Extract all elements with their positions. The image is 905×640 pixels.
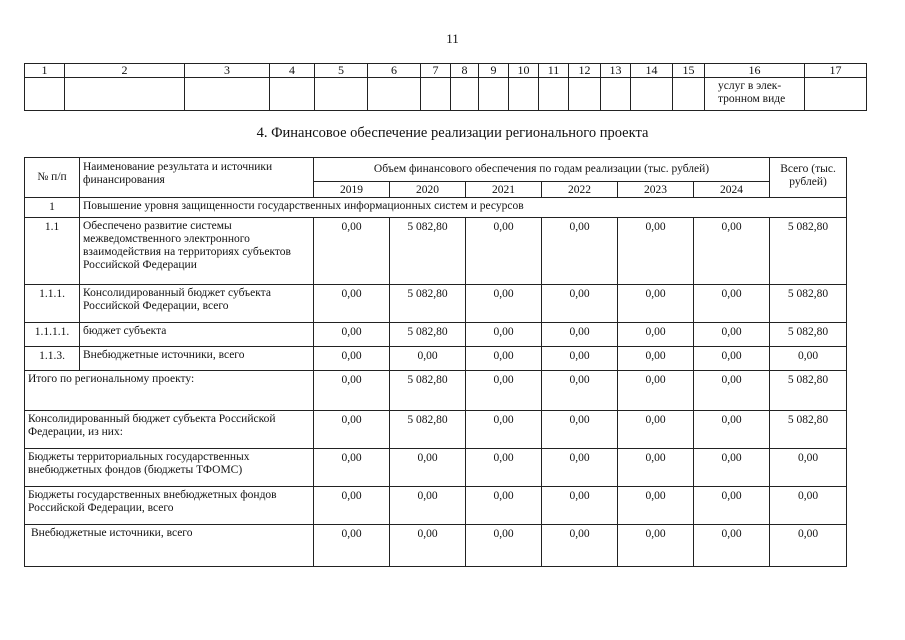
year-header: 2020 bbox=[390, 182, 466, 198]
column-number: 13 bbox=[601, 64, 631, 78]
value-cell: 5 082,80 bbox=[390, 285, 466, 323]
value-cell: 0,00 bbox=[466, 449, 542, 487]
summary-row bbox=[25, 525, 847, 567]
value-cell: 0,00 bbox=[466, 487, 542, 525]
row-name: Внебюджетные источники, всего bbox=[80, 347, 314, 371]
value-cell: 0,00 bbox=[694, 285, 770, 323]
value-cell: 0,00 bbox=[314, 411, 390, 449]
volume-header: Объем финансового обеспечения по годам реализации (тыс. рублей) bbox=[314, 158, 770, 182]
value-cell: 0,00 bbox=[542, 371, 618, 411]
value-cell: 5 082,80 bbox=[390, 411, 466, 449]
value-cell: 0,00 bbox=[390, 487, 466, 525]
value-cell: 5 082,80 bbox=[390, 323, 466, 347]
value-cell: 0,00 bbox=[542, 285, 618, 323]
summary-name: Бюджеты территориальных государственных внебюджетных фондов (бюджеты ТФОМС) bbox=[25, 449, 314, 487]
row-name: бюджет субъекта bbox=[80, 323, 314, 347]
column-number: 7 bbox=[421, 64, 451, 78]
value-cell: 0,00 bbox=[542, 411, 618, 449]
total-cell: 5 082,80 bbox=[770, 218, 847, 285]
value-cell: 0,00 bbox=[542, 487, 618, 525]
column-number: 14 bbox=[631, 64, 673, 78]
page-number: 11 bbox=[446, 31, 459, 46]
section-row-name: Повышение уровня защищенности государственных информационных систем и ресурсов bbox=[80, 198, 847, 218]
row-number: 1.1.1.1. bbox=[25, 323, 80, 347]
value-cell: 5 082,80 bbox=[390, 218, 466, 285]
column-number-row bbox=[25, 64, 867, 78]
value-cell: 0,00 bbox=[618, 487, 694, 525]
summary-row bbox=[25, 411, 847, 449]
value-cell: 0,00 bbox=[618, 218, 694, 285]
summary-name: Бюджеты государственных внебюджетных фондов Российской Федерации, всего bbox=[25, 487, 314, 525]
total-cell: 5 082,80 bbox=[770, 323, 847, 347]
value-cell: 0,00 bbox=[694, 347, 770, 371]
name-header: Наименование результата и источники финансирования bbox=[80, 158, 314, 198]
row-number: 1 bbox=[25, 198, 80, 218]
section-row bbox=[25, 198, 847, 218]
value-cell: 0,00 bbox=[466, 411, 542, 449]
row-number: 1.1.1. bbox=[25, 285, 80, 323]
value-cell: 0,00 bbox=[694, 525, 770, 567]
table-row bbox=[25, 347, 847, 371]
year-header: 2021 bbox=[466, 182, 542, 198]
value-cell: 0,00 bbox=[542, 347, 618, 371]
column-number: 9 bbox=[479, 64, 509, 78]
total-cell: 5 082,80 bbox=[770, 285, 847, 323]
value-cell: 0,00 bbox=[542, 525, 618, 567]
service-line: тронном виде bbox=[718, 92, 786, 105]
column-number: 3 bbox=[185, 64, 270, 78]
total-cell: 0,00 bbox=[770, 449, 847, 487]
row-name: Обеспечено развитие системы межведомственного электронного взаимодействия на территориях субъектов Российской Федерации bbox=[80, 218, 314, 285]
column-number: 5 bbox=[315, 64, 368, 78]
value-cell: 0,00 bbox=[314, 449, 390, 487]
continuation-table bbox=[24, 63, 867, 111]
year-header: 2024 bbox=[694, 182, 770, 198]
row-name: Консолидированный бюджет субъекта Российской Федерации, всего bbox=[80, 285, 314, 323]
summary-name: Внебюджетные источники, всего bbox=[25, 525, 314, 567]
total-cell: 0,00 bbox=[770, 347, 847, 371]
value-cell: 0,00 bbox=[618, 285, 694, 323]
value-cell: 0,00 bbox=[466, 285, 542, 323]
value-cell: 0,00 bbox=[314, 371, 390, 411]
value-cell: 0,00 bbox=[542, 449, 618, 487]
summary-name: Итого по региональному проекту: bbox=[25, 371, 314, 411]
value-cell: 0,00 bbox=[618, 411, 694, 449]
value-cell: 0,00 bbox=[314, 347, 390, 371]
year-header: 2019 bbox=[314, 182, 390, 198]
row-number: 1.1 bbox=[25, 218, 80, 285]
total-cell: 0,00 bbox=[770, 525, 847, 567]
continuation-row bbox=[25, 78, 867, 111]
service-cell bbox=[705, 78, 805, 111]
num-header: № п/п bbox=[25, 158, 80, 198]
value-cell: 0,00 bbox=[466, 525, 542, 567]
value-cell: 0,00 bbox=[694, 218, 770, 285]
column-number: 11 bbox=[539, 64, 569, 78]
total-header: Всего (тыс. рублей) bbox=[770, 158, 847, 198]
value-cell: 0,00 bbox=[618, 525, 694, 567]
column-number: 15 bbox=[673, 64, 705, 78]
value-cell: 0,00 bbox=[466, 323, 542, 347]
value-cell: 0,00 bbox=[694, 411, 770, 449]
value-cell: 0,00 bbox=[466, 347, 542, 371]
section-title: 4. Финансовое обеспечение реализации регионального проекта bbox=[256, 125, 649, 141]
column-number: 6 bbox=[368, 64, 421, 78]
summary-row bbox=[25, 487, 847, 525]
column-number: 8 bbox=[451, 64, 479, 78]
value-cell: 0,00 bbox=[542, 218, 618, 285]
value-cell: 0,00 bbox=[466, 371, 542, 411]
table-row bbox=[25, 323, 847, 347]
summary-row bbox=[25, 449, 847, 487]
value-cell: 0,00 bbox=[314, 487, 390, 525]
value-cell: 0,00 bbox=[542, 323, 618, 347]
total-cell: 5 082,80 bbox=[770, 411, 847, 449]
column-number: 2 bbox=[65, 64, 185, 78]
value-cell: 0,00 bbox=[694, 487, 770, 525]
table-row bbox=[25, 285, 847, 323]
row-number: 1.1.3. bbox=[25, 347, 80, 371]
column-number: 1 bbox=[25, 64, 65, 78]
value-cell: 0,00 bbox=[618, 323, 694, 347]
value-cell: 0,00 bbox=[314, 218, 390, 285]
value-cell: 5 082,80 bbox=[390, 371, 466, 411]
header-row bbox=[25, 158, 847, 182]
value-cell: 0,00 bbox=[618, 347, 694, 371]
financing-table bbox=[24, 157, 847, 567]
summary-name: Консолидированный бюджет субъекта Российской Федерации, из них: bbox=[25, 411, 314, 449]
column-number: 16 bbox=[705, 64, 805, 78]
value-cell: 0,00 bbox=[618, 449, 694, 487]
year-header: 2022 bbox=[542, 182, 618, 198]
value-cell: 0,00 bbox=[694, 449, 770, 487]
value-cell: 0,00 bbox=[618, 371, 694, 411]
value-cell: 0,00 bbox=[390, 347, 466, 371]
value-cell: 0,00 bbox=[466, 218, 542, 285]
total-cell: 0,00 bbox=[770, 487, 847, 525]
value-cell: 0,00 bbox=[314, 323, 390, 347]
service-line: услуг в элек- bbox=[718, 80, 782, 92]
value-cell: 0,00 bbox=[390, 449, 466, 487]
column-number: 17 bbox=[805, 64, 867, 78]
value-cell: 0,00 bbox=[694, 323, 770, 347]
value-cell: 0,00 bbox=[390, 525, 466, 567]
value-cell: 0,00 bbox=[314, 525, 390, 567]
column-number: 12 bbox=[569, 64, 601, 78]
value-cell: 0,00 bbox=[694, 371, 770, 411]
table-row bbox=[25, 218, 847, 285]
year-header: 2023 bbox=[618, 182, 694, 198]
summary-row bbox=[25, 371, 847, 411]
value-cell: 0,00 bbox=[314, 285, 390, 323]
total-cell: 5 082,80 bbox=[770, 371, 847, 411]
column-number: 4 bbox=[270, 64, 315, 78]
column-number: 10 bbox=[509, 64, 539, 78]
